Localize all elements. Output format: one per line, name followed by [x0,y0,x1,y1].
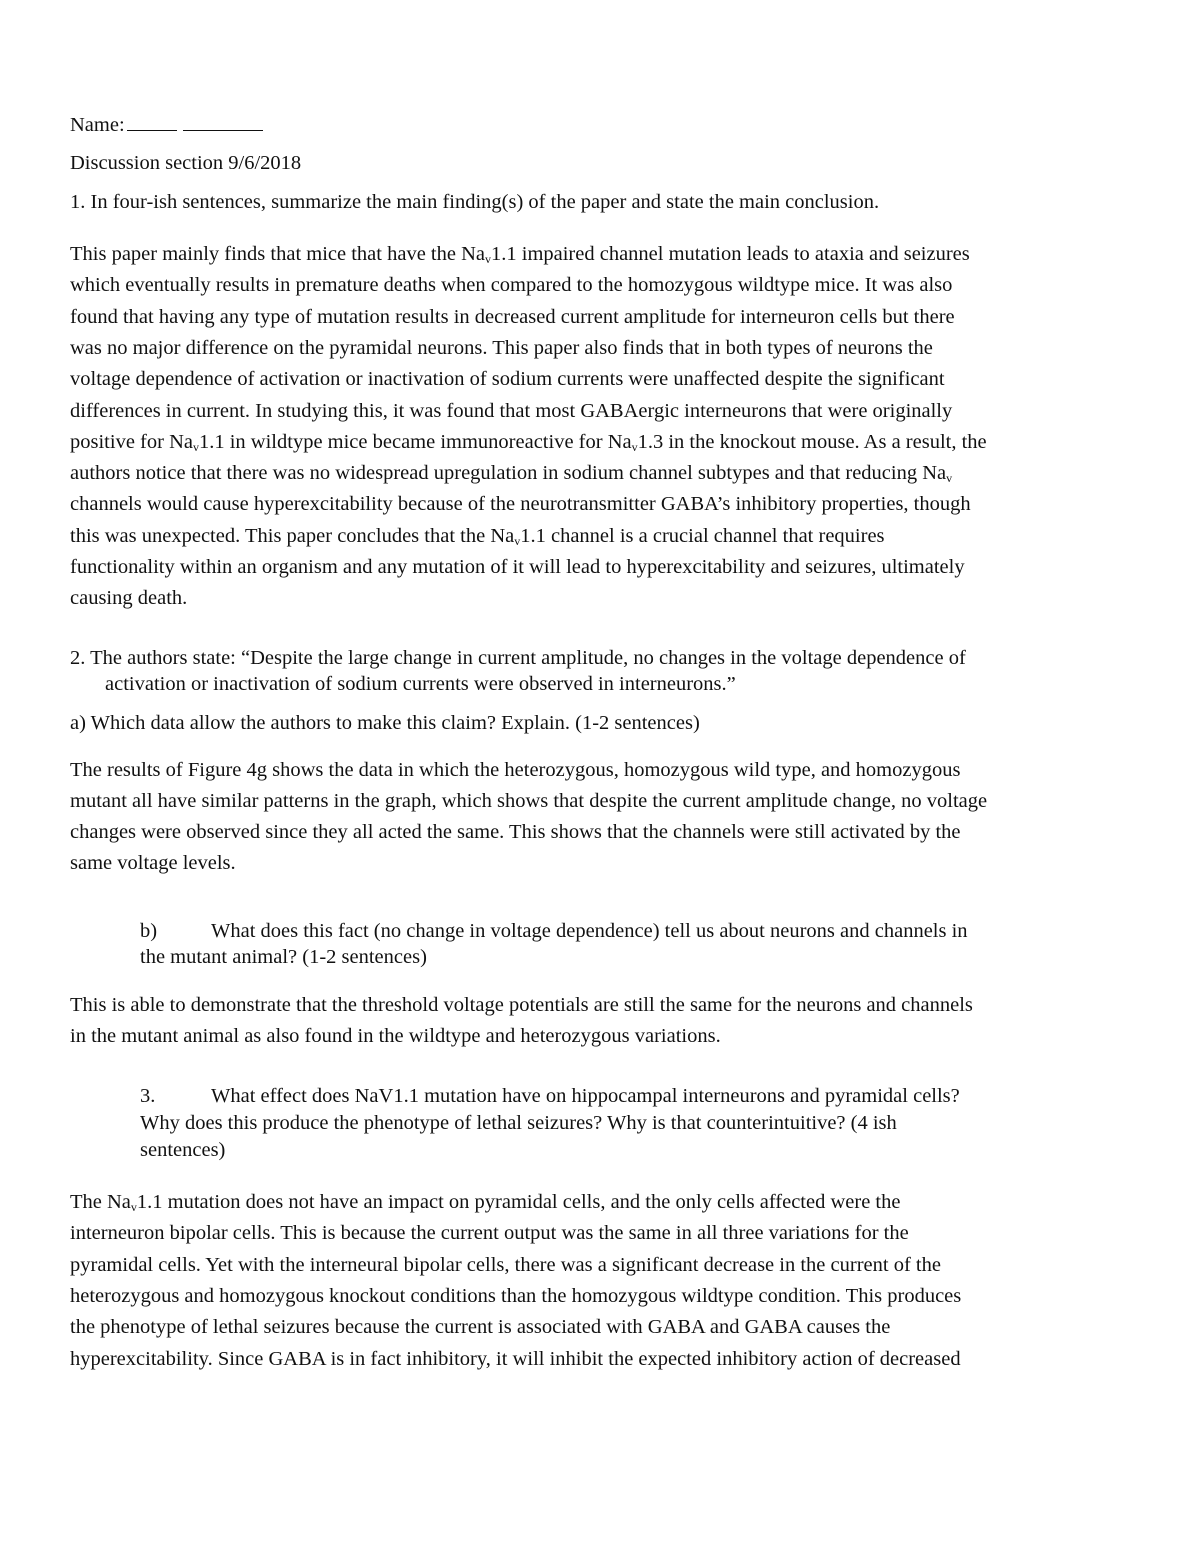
q2b-answer-line: This is able to demonstrate that the threshold voltage potentials are still the same for the neurons and channels [70,994,973,1016]
q2a-prompt: a) Which data allow the authors to make this claim? Explain. (1-2 sentences) [70,712,700,734]
text-segment: authors notice that there was no widespread upregulation in sodium channel subtypes and that reducing Na [70,462,947,485]
text-segment: 1.1 channel is a crucial channel that requires [520,524,885,547]
q1-answer-line [70,557,965,578]
q1-answer-line [70,275,952,296]
q2a-answer-line: changes were observed since they all acted the same. This shows that the channels were still activated by the [70,821,961,843]
q2b-number: b) [140,920,158,942]
q1-answer-line [70,338,933,359]
q3-prompt-line1 [140,1086,960,1107]
subscript: v [192,439,199,454]
q3-prompt-text: What effect does NaV1.1 mutation have on hippocampal interneurons and pyramidal cells? [211,1085,960,1107]
text-segment: positive for Na [70,430,193,453]
q2b-prompt-text: What does this fact (no change in voltage dependence) tell us about neurons and channels in [211,920,968,942]
name-label: Name: [70,114,125,136]
text-segment: the phenotype of lethal seizures because the current is associated with GABA and GABA causes the [70,1316,891,1339]
q3-prompt-line3: sentences) [140,1139,226,1161]
q1-answer-line [70,463,952,484]
name-blank-1 [127,114,177,131]
q3-answer-line [70,1223,909,1244]
subscript: v [130,1200,137,1214]
q2-prompt-line1: 2. The authors state: “Despite the large change in current amplitude, no changes in the voltage dependence of [70,647,966,669]
q1-answer-line [70,494,971,515]
text-segment: This paper mainly finds that mice that have the Na [70,243,485,265]
subscript: v [485,252,491,266]
q2a-answer-line: The results of Figure 4g shows the data in which the heterozygous, homozygous wild type, and homozygous [70,759,961,781]
q3-answer-line [70,1192,900,1213]
text-segment: 1.1 mutation does not have an impact on pyramidal cells, and the only cells affected were the [136,1191,901,1213]
q2b-answer-line: in the mutant animal as also found in the wildtype and heterozygous variations. [70,1025,721,1047]
text-segment: 1.1 in wildtype mice became immunoreactive for Na [198,430,632,453]
subscript: v [514,533,521,548]
text-segment: this was unexpected. This paper concludes that the Na [70,524,515,547]
text-segment: voltage dependence of activation or inactivation of sodium currents were unaffected despite the significant [70,368,945,391]
q1-answer-line [70,307,955,328]
q3-answer-line [70,1317,890,1338]
text-segment: found that having any type of mutation results in decreased current amplitude for interneuron cells but there [70,305,955,328]
text-segment: differences in current. In studying this, it was found that most GABAergic interneurons that were originally [70,399,953,422]
q3-number: 3. [140,1085,156,1107]
q1-answer-line [70,526,885,547]
text-segment: pyramidal cells. Yet with the interneural bipolar cells, there was a significant decrease in the current of the [70,1253,941,1276]
text-segment: causing death. [70,587,188,610]
text-segment: interneuron bipolar cells. This is because the current output was the same in all three variations for the [70,1222,909,1245]
q3-answer-line [70,1349,961,1370]
text-segment: channels would cause hyperexcitability because of the neurotransmitter GABA’s inhibitory properties, though [70,493,971,516]
q2a-answer-line: same voltage levels. [70,852,236,874]
q2-prompt-line2: activation or inactivation of sodium currents were observed in interneurons.” [105,673,736,695]
q3-prompt-line2: Why does this produce the phenotype of lethal seizures? Why is that counterintuitive? (4 ish [140,1112,897,1134]
text-segment: which eventually results in premature deaths when compared to the homozygous wildtype mice. It was also [70,274,953,297]
q1-answer-line [70,369,945,390]
q1-answer-line [70,401,952,422]
q1-answer-line [70,588,187,609]
q1-answer-line [70,432,987,453]
q1-answer-line [70,244,970,265]
name-blank-2 [183,114,263,131]
text-segment: functionality within an organism and any mutation of it will lead to hyperexcitability and seizures, ultimately [70,556,965,578]
name-line [70,114,263,136]
q3-answer-line [70,1255,941,1276]
text-segment: heterozygous and homozygous knockout conditions than the homozygous wildtype condition. This produces [70,1284,962,1307]
text-segment: 1.1 impaired channel mutation leads to ataxia and seizures [491,243,970,265]
q1-prompt: 1. In four-ish sentences, summarize the main finding(s) of the paper and state the main conclusion. [70,191,880,213]
subscript: v [946,471,953,486]
q2a-answer-line: mutant all have similar patterns in the graph, which shows that despite the current amplitude change, no voltage [70,790,988,812]
q2b-prompt-line2: the mutant animal? (1-2 sentences) [140,946,427,968]
text-segment: was no major difference on the pyramidal neurons. This paper also finds that in both types of neurons the [70,336,933,359]
text-segment: 1.3 in the knockout mouse. As a result, the [637,430,987,453]
text-segment: The Na [70,1191,131,1213]
text-segment: hyperexcitability. Since GABA is in fact inhibitory, it will inhibit the expected inhibitory action of decreased [70,1347,961,1370]
discussion-line: Discussion section 9/6/2018 [70,152,302,174]
q3-answer-line [70,1286,961,1307]
subscript: v [631,439,638,454]
q2b-prompt-line1 [140,921,968,942]
